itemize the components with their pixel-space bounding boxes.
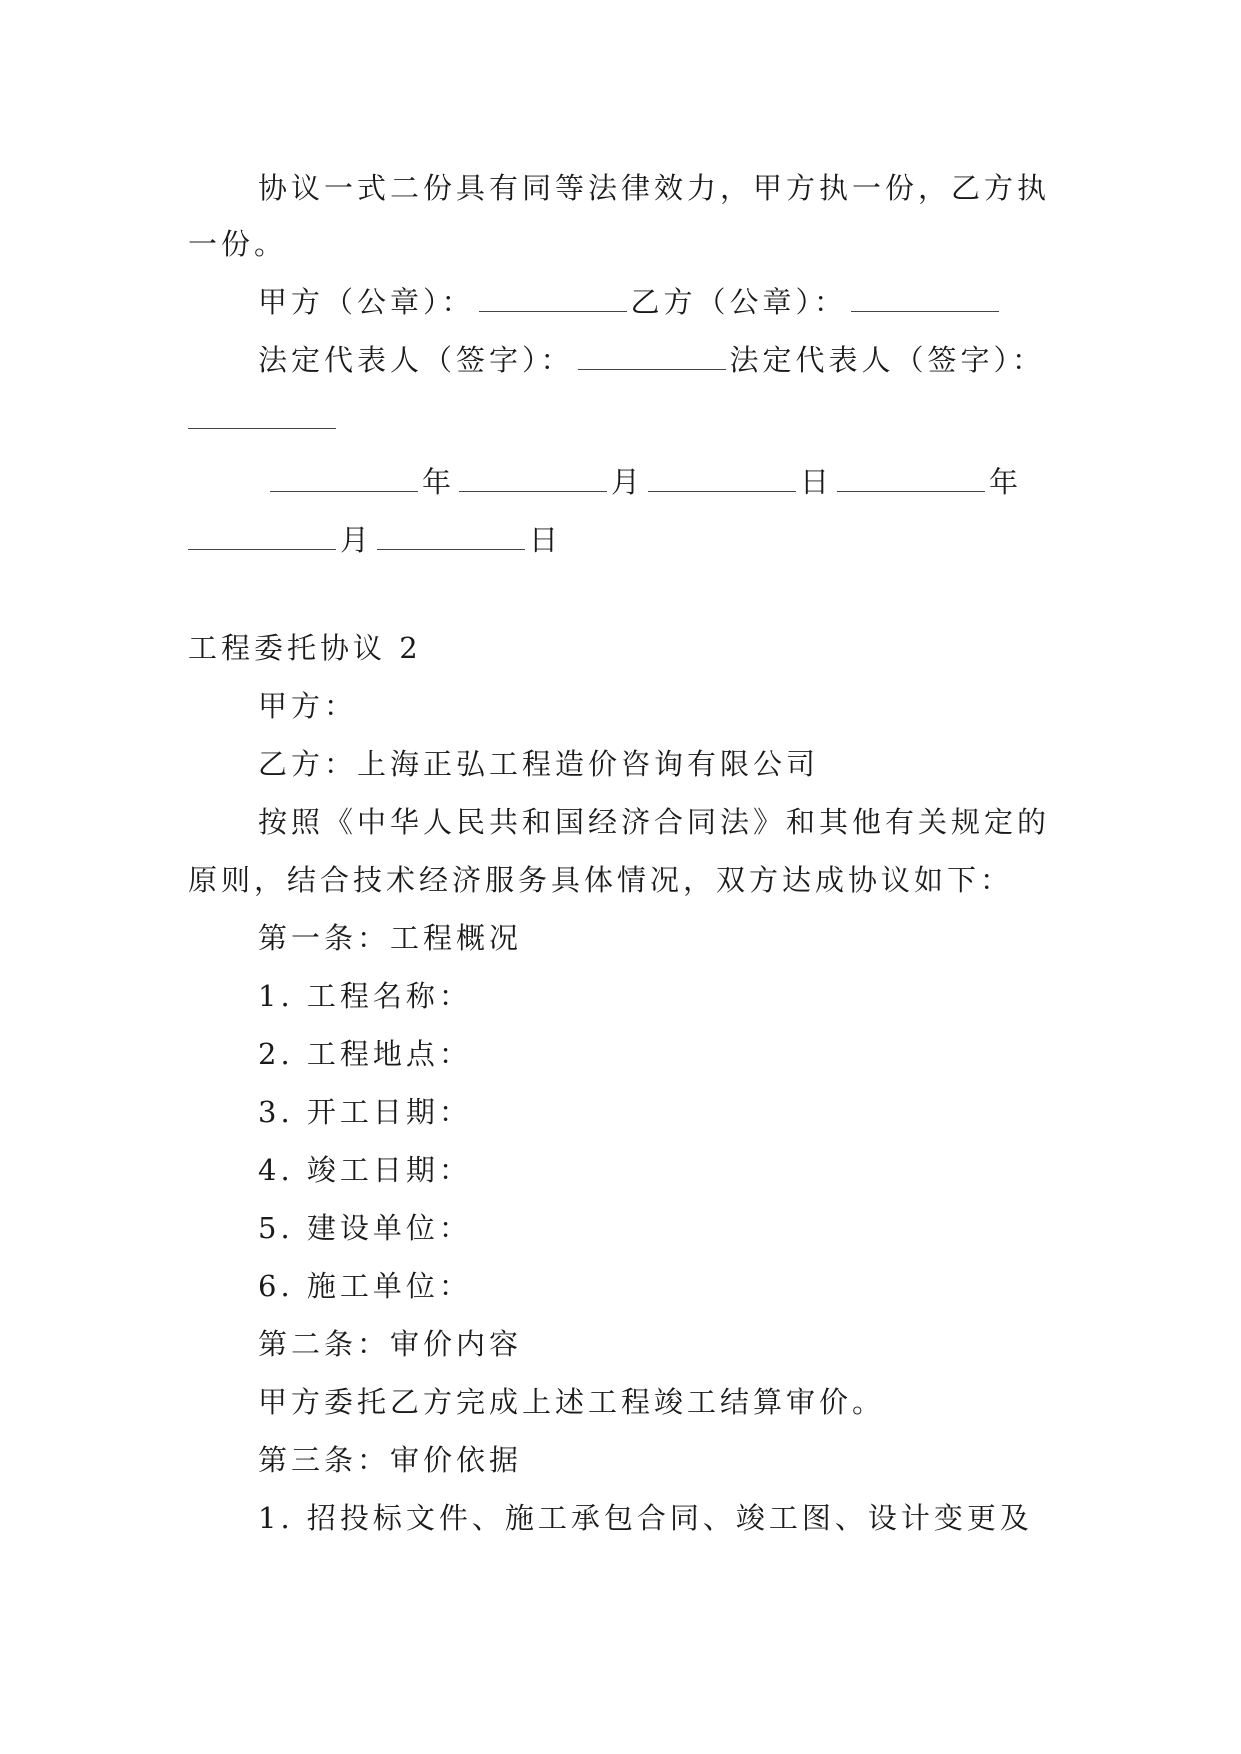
day-label-b: 日 [529, 523, 563, 557]
article1-item: 5. 建设单位： [258, 1211, 472, 1245]
party-a-seal-blank [479, 287, 627, 312]
representative-line [258, 340, 1045, 380]
month-blank-b [188, 525, 336, 550]
party-a-rep-blank [578, 345, 726, 370]
month-label-b: 月 [340, 523, 374, 557]
article1-title: 第一条：工程概况 [258, 921, 523, 955]
copies-clause-line1: 协议一式二份具有同等法律效力，甲方执一份，乙方执 [258, 171, 1051, 205]
preamble-line2: 原则，结合技术经济服务具体情况，双方达成协议如下： [188, 863, 1014, 897]
seal-line [258, 282, 1003, 322]
date-line-2 [188, 520, 562, 560]
article2-title: 第二条：审价内容 [258, 1327, 523, 1361]
year-blank-a [270, 467, 418, 492]
article1-item: 4. 竣工日期： [258, 1153, 472, 1187]
article1-item: 2. 工程地点： [258, 1037, 472, 1071]
date-line-1 [266, 462, 1022, 502]
party-b-rep-label: 法定代表人（签字）： [729, 343, 1046, 377]
party-b-seal-label: 乙方（公章）： [630, 285, 848, 319]
copies-clause-line2: 一份。 [188, 227, 288, 261]
party-b-seal-blank [851, 287, 999, 312]
party-a-seal-label: 甲方（公章）： [258, 285, 475, 319]
article3-title: 第三条：审价依据 [258, 1443, 523, 1477]
day-blank-a [648, 467, 796, 492]
month-label-a: 月 [611, 465, 645, 499]
party-a-rep-label: 法定代表人（签字）： [258, 343, 574, 377]
year-blank-b [837, 467, 985, 492]
article3-item: 1. 招投标文件、施工承包合同、竣工图、设计变更及 [258, 1501, 1033, 1535]
month-blank-a [459, 467, 607, 492]
article1-item: 3. 开工日期： [258, 1095, 472, 1129]
year-label-a: 年 [422, 465, 456, 499]
article1-item: 6. 施工单位： [258, 1269, 472, 1303]
day-label-a: 日 [800, 465, 834, 499]
article2-body: 甲方委托乙方完成上述工程竣工结算审价。 [258, 1385, 886, 1419]
year-label-b: 年 [989, 465, 1023, 499]
section-title: 工程委托协议 2 [188, 631, 422, 665]
article1-item: 1. 工程名称： [258, 979, 472, 1013]
preamble-line1: 按照《中华人民共和国经济合同法》和其他有关规定的 [258, 805, 1051, 839]
party-b-line: 乙方：上海正弘工程造价咨询有限公司 [258, 747, 820, 781]
party-a-line: 甲方： [258, 689, 358, 723]
day-blank-b [377, 525, 525, 550]
party-b-rep-blank [188, 428, 336, 429]
